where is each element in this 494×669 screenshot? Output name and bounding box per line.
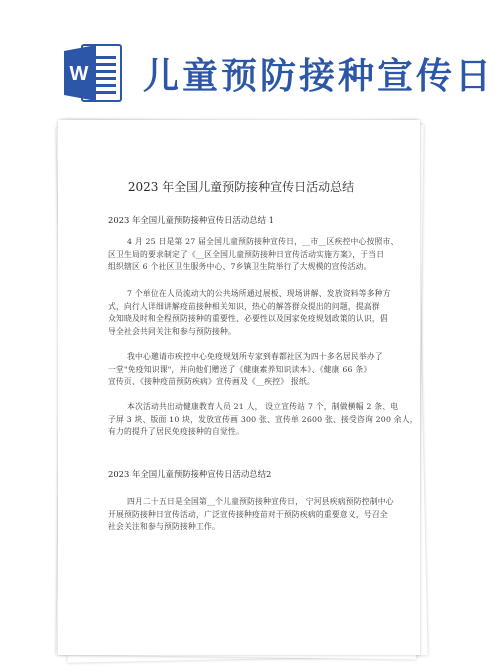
paragraph — [108, 236, 399, 274]
paragraph-line: 导全社会共同关注和参与预防接种。 — [108, 326, 236, 336]
paragraph-line: 社会关注和参与预防接种工作。 — [108, 522, 220, 532]
document-title: 2023 年全国儿童预防接种宣传日活动总结 — [127, 180, 355, 194]
paragraph-line: 本次活动共出动健康教育人员 21 人， 设立宣传站 7 个，制做横幅 2 条、电 — [127, 402, 399, 411]
paragraph — [108, 288, 391, 338]
paragraph-line: 我中心邀请市疾控中心免疫规划所专家到春都社区为四十多名居民举办了 — [127, 352, 383, 361]
paragraph-line: 宣传页、《接种疫苗预防疾病》宣传画及《__疾控》 报纸。 — [108, 377, 315, 387]
paragraph-line: 四月二十五日是全国第__个儿童预防接种宣传日， 宁河县疾病预防控制中心 — [127, 497, 394, 506]
word-document-icon — [62, 42, 124, 104]
paragraph-line: 一堂"免疫知识课"，并向他们赠送了《健康素养知识读本》、《健康 66 条》 — [108, 364, 372, 374]
paragraph-line: 4 月 25 日是第 27 届全国儿童预防接种宣传日，__市__区疾控中心按照市、 — [127, 237, 399, 246]
banner — [0, 0, 494, 130]
paragraph-line: 区卫生局的要求制定了《__区全国儿童预防接种日宣传活动实施方案》，于当日 — [108, 249, 385, 259]
paragraph-line: 子屏 3 块、版面 10 块，发放宣传画 300 张、宣传单 2600 张、接受咨询 200 余人， — [108, 414, 418, 424]
paragraph — [108, 351, 383, 389]
banner-title: 儿童预防接种宣传日 — [143, 56, 494, 97]
paragraph — [108, 401, 418, 439]
paragraph-line: 式，向行人详细讲解疫苗接种相关知识，热心的解答群众提出的问题，提高群 — [108, 301, 380, 311]
document-page-stack — [56, 120, 424, 660]
paragraph — [108, 496, 394, 534]
section-heading-1: 2023 年全国儿童预防接种宣传日活动总结 1 — [108, 215, 274, 225]
paragraph-line: 7 个单位在人员流动大的公共场所通过展板、现场讲解、发放资料等多种方 — [127, 289, 391, 298]
paragraph-line: 有力的提升了居民免疫接种的自觉性。 — [108, 427, 244, 437]
paragraph-line: 开展预防接种日宣传活动，广泛宣传接种疫苗对于预防疾病的重要意义，号召全 — [108, 509, 388, 519]
section-heading-2: 2023 年全国儿童预防接种宣传日活动总结2 — [108, 469, 272, 479]
paragraph-line: 组织辖区 6 个社区卫生服务中心、7乡镇卫生院举行了大规模的宣传活动。 — [108, 262, 372, 272]
word-logo-letter: W — [69, 63, 89, 85]
paragraph-line: 众知晓及时和全程预防接种的重要性、必要性以及国家免疫规划政策的认识，倡 — [108, 314, 388, 324]
